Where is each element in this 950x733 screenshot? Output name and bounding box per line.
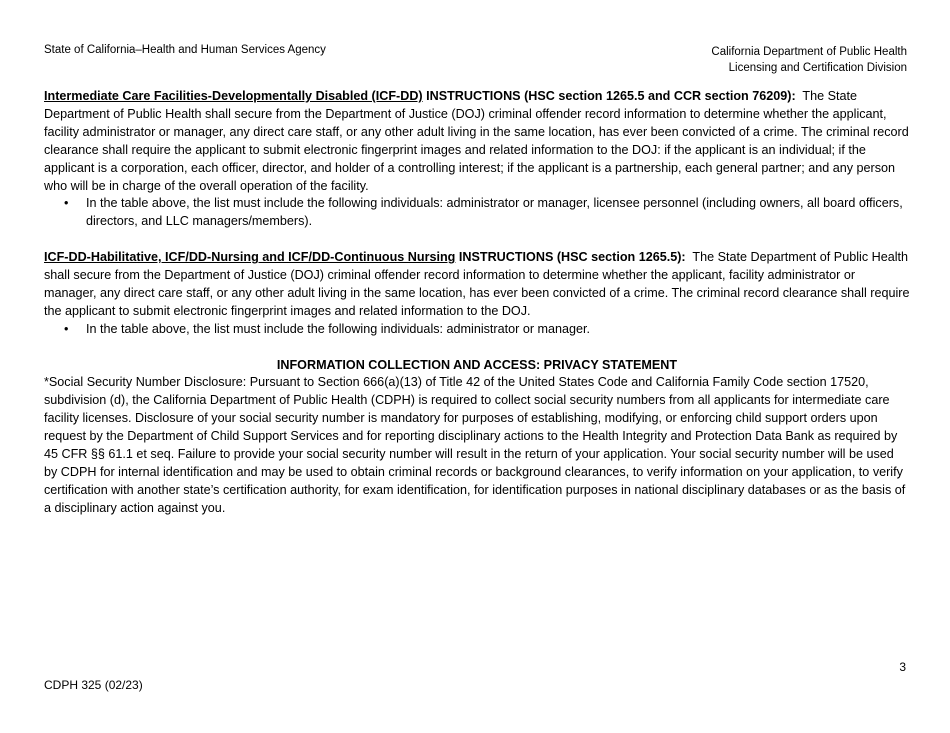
icf-dd-habilitative-instructions — [44, 249, 910, 321]
icf-dd-subtitle: INSTRUCTIONS (HSC section 1265.5 and CCR section 76209): — [426, 89, 796, 103]
page-number: 3 — [899, 660, 906, 674]
icf-dd-instructions — [44, 88, 910, 195]
header-department — [711, 44, 907, 76]
form-number: CDPH 325 (02/23) — [44, 678, 143, 692]
icf-dd-body: The State Department of Public Health shall secure from the Department of Justice (DOJ) criminal offender record information to determine whether the applicant, facility administrator or manager, any direct care staff, or any other adult living in the same location, has ever been convicted of a crime. The criminal record clearance shall require the applicant to submit electronic fingerprint images and related information to the DOJ: if the applicant is an individual; if the applicant is a corporation, each officer, director, and holder of a controlling interest; if the applicant is a partnership, each general partner; and any person who will be in charge of the overall operation of the facility. — [44, 89, 909, 193]
header-agency: State of California–Health and Human Services Agency — [44, 44, 326, 56]
icf-dd-habilitative-title: ICF-DD-Habilitative, ICF/DD-Nursing and ICF/DD-Continuous Nursing — [44, 250, 456, 265]
icf-dd-title: Intermediate Care Facilities-Developmentally Disabled (ICF-DD) — [44, 89, 423, 103]
header-department-name: California Department of Public Health — [711, 46, 907, 58]
icf-dd-habilitative-subtitle: INSTRUCTIONS (HSC section 1265.5): — [458, 250, 686, 265]
icf-dd-habilitative-bullet-list — [44, 321, 910, 339]
privacy-heading: INFORMATION COLLECTION AND ACCESS: PRIVACY STATEMENT — [276, 357, 678, 372]
header-division-name: Licensing and Certification Division — [728, 62, 907, 74]
list-item: • In the table above, the list must include the following individuals: administrator or manager. — [86, 321, 910, 339]
icf-dd-habilitative-body: The State Department of Public Health shall secure from the Department of Justice (DOJ) criminal offender record information to determine whether the applicant, facility administrator or manager, any direct care staff, or any other adult living in the same location, has ever been convicted of a crime. The criminal record clearance shall require the applicant to submit electronic fingerprint images and related information to the DOJ. — [44, 250, 910, 318]
icf-dd-bullet-list — [44, 195, 910, 231]
document-content — [44, 88, 910, 518]
privacy-statement: *Social Security Number Disclosure: Pursuant to Section 666(a)(13) of Title 42 of the United States Code and California Family Code section 17520, subdivision (d), the California Department of Public Health (CDPH) is required to collect social security numbers from all applicants for intermediate care facility licenses. Disclosure of your social security number is mandatory for purposes of establishing, modifying, or enforcing child support orders upon request by the Department of Child Support Services and for reporting disciplinary actions to the Health Integrity and Protection Data Bank as required by 45 CFR §§ 61.1 et seq. Failure to provide your social security number will result in the return of your application. Your social security number will be used by CDPH for internal identification and may be used to obtain criminal records or background clearances, to verify information on your application, to verify certification with another state’s certification authority, for exam identification, for identification purposes in national disciplinary databases or as the basis of a disciplinary action against you. — [44, 375, 906, 515]
list-item: • In the table above, the list must include the following individuals: administrator or manager, licensee personnel (including owners, all board officers, directors, and LLC managers/members). — [86, 195, 910, 231]
